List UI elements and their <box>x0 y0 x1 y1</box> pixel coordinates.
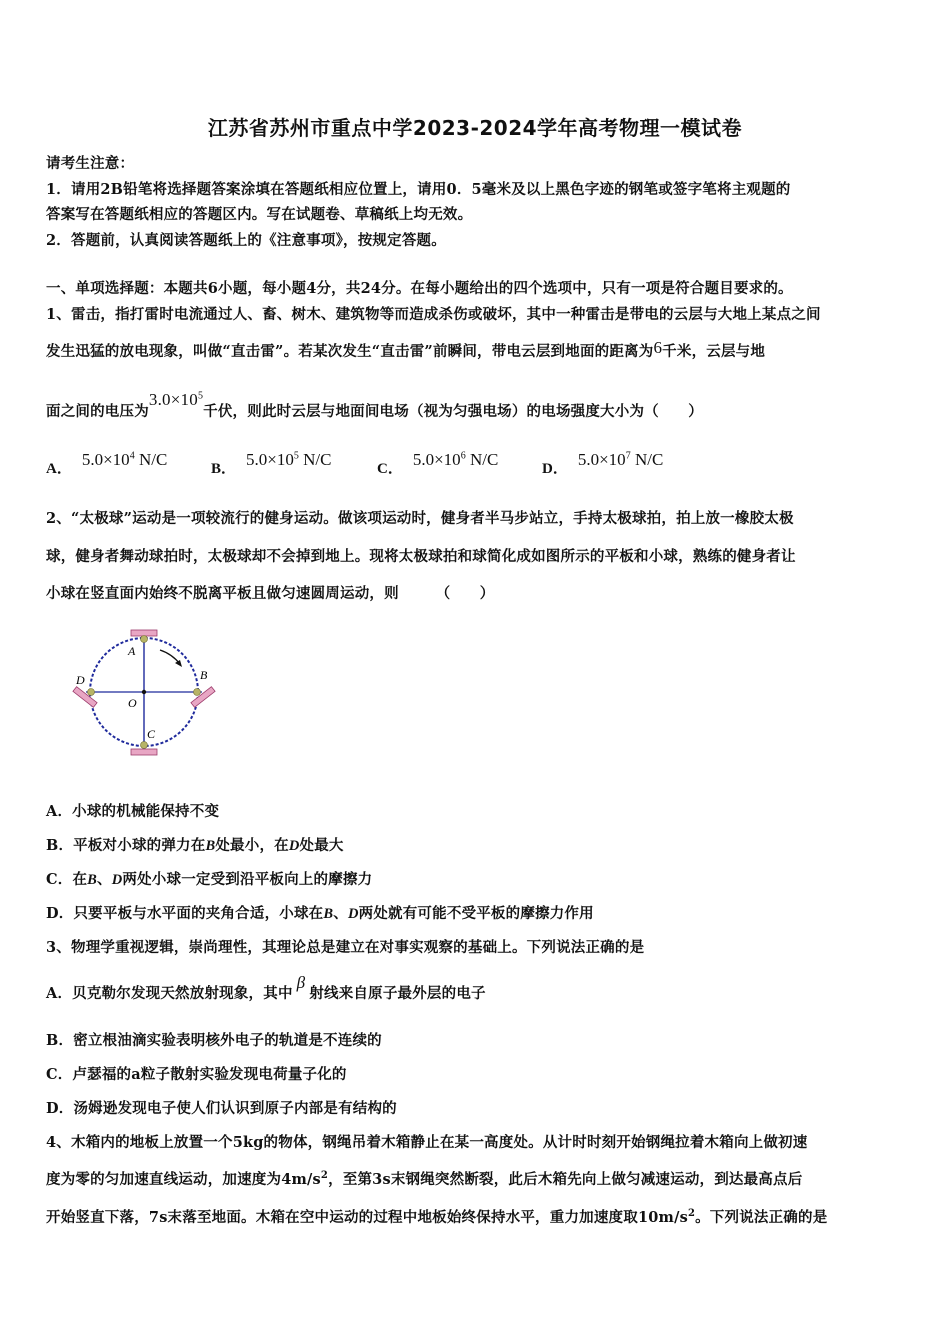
q1-option-b[interactable] <box>211 450 332 478</box>
center-point <box>142 690 146 694</box>
option-value <box>413 450 498 469</box>
var-d: D <box>111 872 123 888</box>
q1-line: 1、雷击，指打雷时电流通过人、畜、树木、建筑物等而造成杀伤或破坏，其中一种雷击是带电的云层与大地上某点之间 <box>46 306 821 323</box>
arrow-head <box>175 660 182 667</box>
q1-option-a[interactable] <box>46 450 168 478</box>
notice-item-1-cont: 答案写在答题纸相应的答题区内。写在试题卷、草稿纸上均无效。 <box>46 206 473 223</box>
var-d: D <box>288 838 300 854</box>
q1-text: 千伏，则此时云层与地面间电场（视为匀强电场）的电场强度大小为（ ） <box>203 403 703 420</box>
q2-line: 球，健身者舞动球拍时，太极球却不会掉到地上。现将太极球拍和球简化成如图所示的平板和小球，熟练的健身者让 <box>46 548 796 565</box>
label-d: D <box>76 673 85 687</box>
notice-item-1: 1．请用2B铅笔将选择题答案涂填在答题纸相应位置上，请用0．5毫米及以上黑色字迹的钢笔或签字笔将主观题的 <box>46 181 791 198</box>
option-text: B．平板对小球的弹力在 <box>46 837 206 854</box>
taiji-ball-diagram <box>64 622 224 764</box>
q4-text: 。下列说法正确的是 <box>695 1209 828 1226</box>
option-value <box>82 450 167 469</box>
option-text: D．只要平板与水平面的夹角合适，小球在 <box>46 905 324 922</box>
option-text: 、 <box>333 905 348 922</box>
var-b: B <box>205 838 216 854</box>
ball-a <box>141 636 148 643</box>
option-base: 5.0×10 <box>412 450 461 469</box>
q4-text: 开始竖直下落，7s末落至地面。木箱在空中运动的过程中地板始终保持水平，重力加速度取10m/s <box>46 1209 688 1226</box>
q1-voltage-exp: 5 <box>197 390 204 402</box>
q1-text: 千米，云层与地 <box>662 343 766 360</box>
q4-line <box>46 1168 802 1189</box>
q4-line <box>46 1206 827 1227</box>
option-base: 5.0×10 <box>246 450 294 469</box>
option-base: 5.0×10 <box>577 450 626 469</box>
label-a: A <box>128 644 136 658</box>
q1-voltage-base: 3.0×10 <box>148 390 198 409</box>
q4-line: 4、木箱内的地板上放置一个5kg的物体，钢绳吊着木箱静止在某一高度处。从计时时刻开始钢绳拉着木箱向上做初速 <box>46 1134 808 1151</box>
option-text: 两处就有可能不受平板的摩擦力作用 <box>358 905 594 922</box>
option-text: 处最小，在 <box>215 837 289 854</box>
option-text: 射线来自原子最外层的电子 <box>309 985 486 1002</box>
q1-option-d[interactable] <box>542 450 664 478</box>
option-base: 5.0×10 <box>81 450 130 469</box>
option-unit: N/C <box>298 450 332 469</box>
option-text: C．在 <box>46 871 88 888</box>
q3-option-c[interactable]: C．卢瑟福的a粒子散射实验发现电荷量子化的 <box>46 1066 347 1083</box>
option-unit: N/C <box>134 450 168 469</box>
q2-line: 2、“太极球”运动是一项较流行的健身运动。做该项运动时，健身者半马步站立，手持太极球拍，拍上放一橡胶太极 <box>46 510 794 527</box>
option-text: 处最大 <box>299 837 344 854</box>
plate-bottom <box>131 749 157 755</box>
q1-text: 发生迅猛的放电现象，叫做“直击雷”。若某次发生“直击雷”前瞬间，带电云层到地面的距离为 <box>46 343 654 360</box>
notice-item-2: 2．答题前，认真阅读答题纸上的《注意事项》，按规定答题。 <box>46 232 446 249</box>
q2-option-c[interactable] <box>46 868 372 889</box>
notice-heading: 请考生注意： <box>46 155 135 172</box>
q1-line <box>46 340 765 361</box>
q3-option-d[interactable]: D．汤姆逊发现电子使人们认识到原子内部是有结构的 <box>46 1100 397 1117</box>
option-text: A．贝克勒尔发现天然放射现象，其中 <box>46 985 293 1002</box>
ball-d <box>88 689 95 696</box>
q4-text: 度为零的匀加速直线运动，加速度为4m/s <box>46 1171 321 1188</box>
var-d: D <box>347 906 359 922</box>
q1-distance: 6 <box>653 338 663 357</box>
option-letter: B． <box>211 461 237 477</box>
q3-stem: 3、物理学重视逻辑，崇尚理性，其理论总是建立在对事实观察的基础上。下列说法正确的是 <box>46 939 645 956</box>
q2-option-b[interactable] <box>46 834 344 855</box>
q1-voltage <box>149 390 203 409</box>
q3-option-a[interactable] <box>46 973 486 1003</box>
option-unit: N/C <box>465 450 499 469</box>
q3-option-b[interactable]: B．密立根油滴实验表明核外电子的轨道是不连续的 <box>46 1032 382 1049</box>
q1-option-c[interactable] <box>377 450 499 478</box>
option-exp: 7 <box>625 450 631 462</box>
var-b: B <box>87 872 98 888</box>
label-o: O <box>128 696 137 710</box>
q4-sup: 2 <box>687 1208 696 1220</box>
option-exp: 5 <box>293 450 299 462</box>
option-text: 、 <box>97 871 112 888</box>
option-letter: C． <box>377 461 403 477</box>
option-letter: D． <box>542 461 568 477</box>
q2-option-d[interactable] <box>46 902 594 923</box>
plate-top <box>131 630 157 636</box>
option-exp: 6 <box>460 450 466 462</box>
option-text: 两处小球一定受到沿平板向上的摩擦力 <box>122 871 373 888</box>
section-heading: 一、单项选择题：本题共6小题，每小题4分，共24分。在每小题给出的四个选项中，只有一项是符合题目要求的。 <box>46 280 793 297</box>
option-letter: A． <box>46 461 72 477</box>
q4-text: ，至第3s末钢绳突然断裂，此后木箱先向上做匀减速运动，到达最高点后 <box>328 1171 803 1188</box>
q2-line: 小球在竖直面内始终不脱离平板且做匀速圆周运动，则 （ ） <box>46 585 495 602</box>
option-value <box>578 450 663 469</box>
option-exp: 4 <box>129 450 135 462</box>
ball-b <box>194 689 201 696</box>
label-c: C <box>147 727 156 741</box>
option-unit: N/C <box>630 450 664 469</box>
var-b: B <box>323 906 334 922</box>
beta-symbol: β <box>296 973 306 992</box>
ball-c <box>141 742 148 749</box>
q2-option-a[interactable]: A．小球的机械能保持不变 <box>46 803 220 820</box>
q4-sup: 2 <box>320 1170 329 1182</box>
label-b: B <box>200 668 208 682</box>
option-value <box>246 450 331 469</box>
q1-text: 面之间的电压为 <box>46 403 149 420</box>
page-title: 江苏省苏州市重点中学2023-2024学年高考物理一模试卷 <box>207 116 743 140</box>
